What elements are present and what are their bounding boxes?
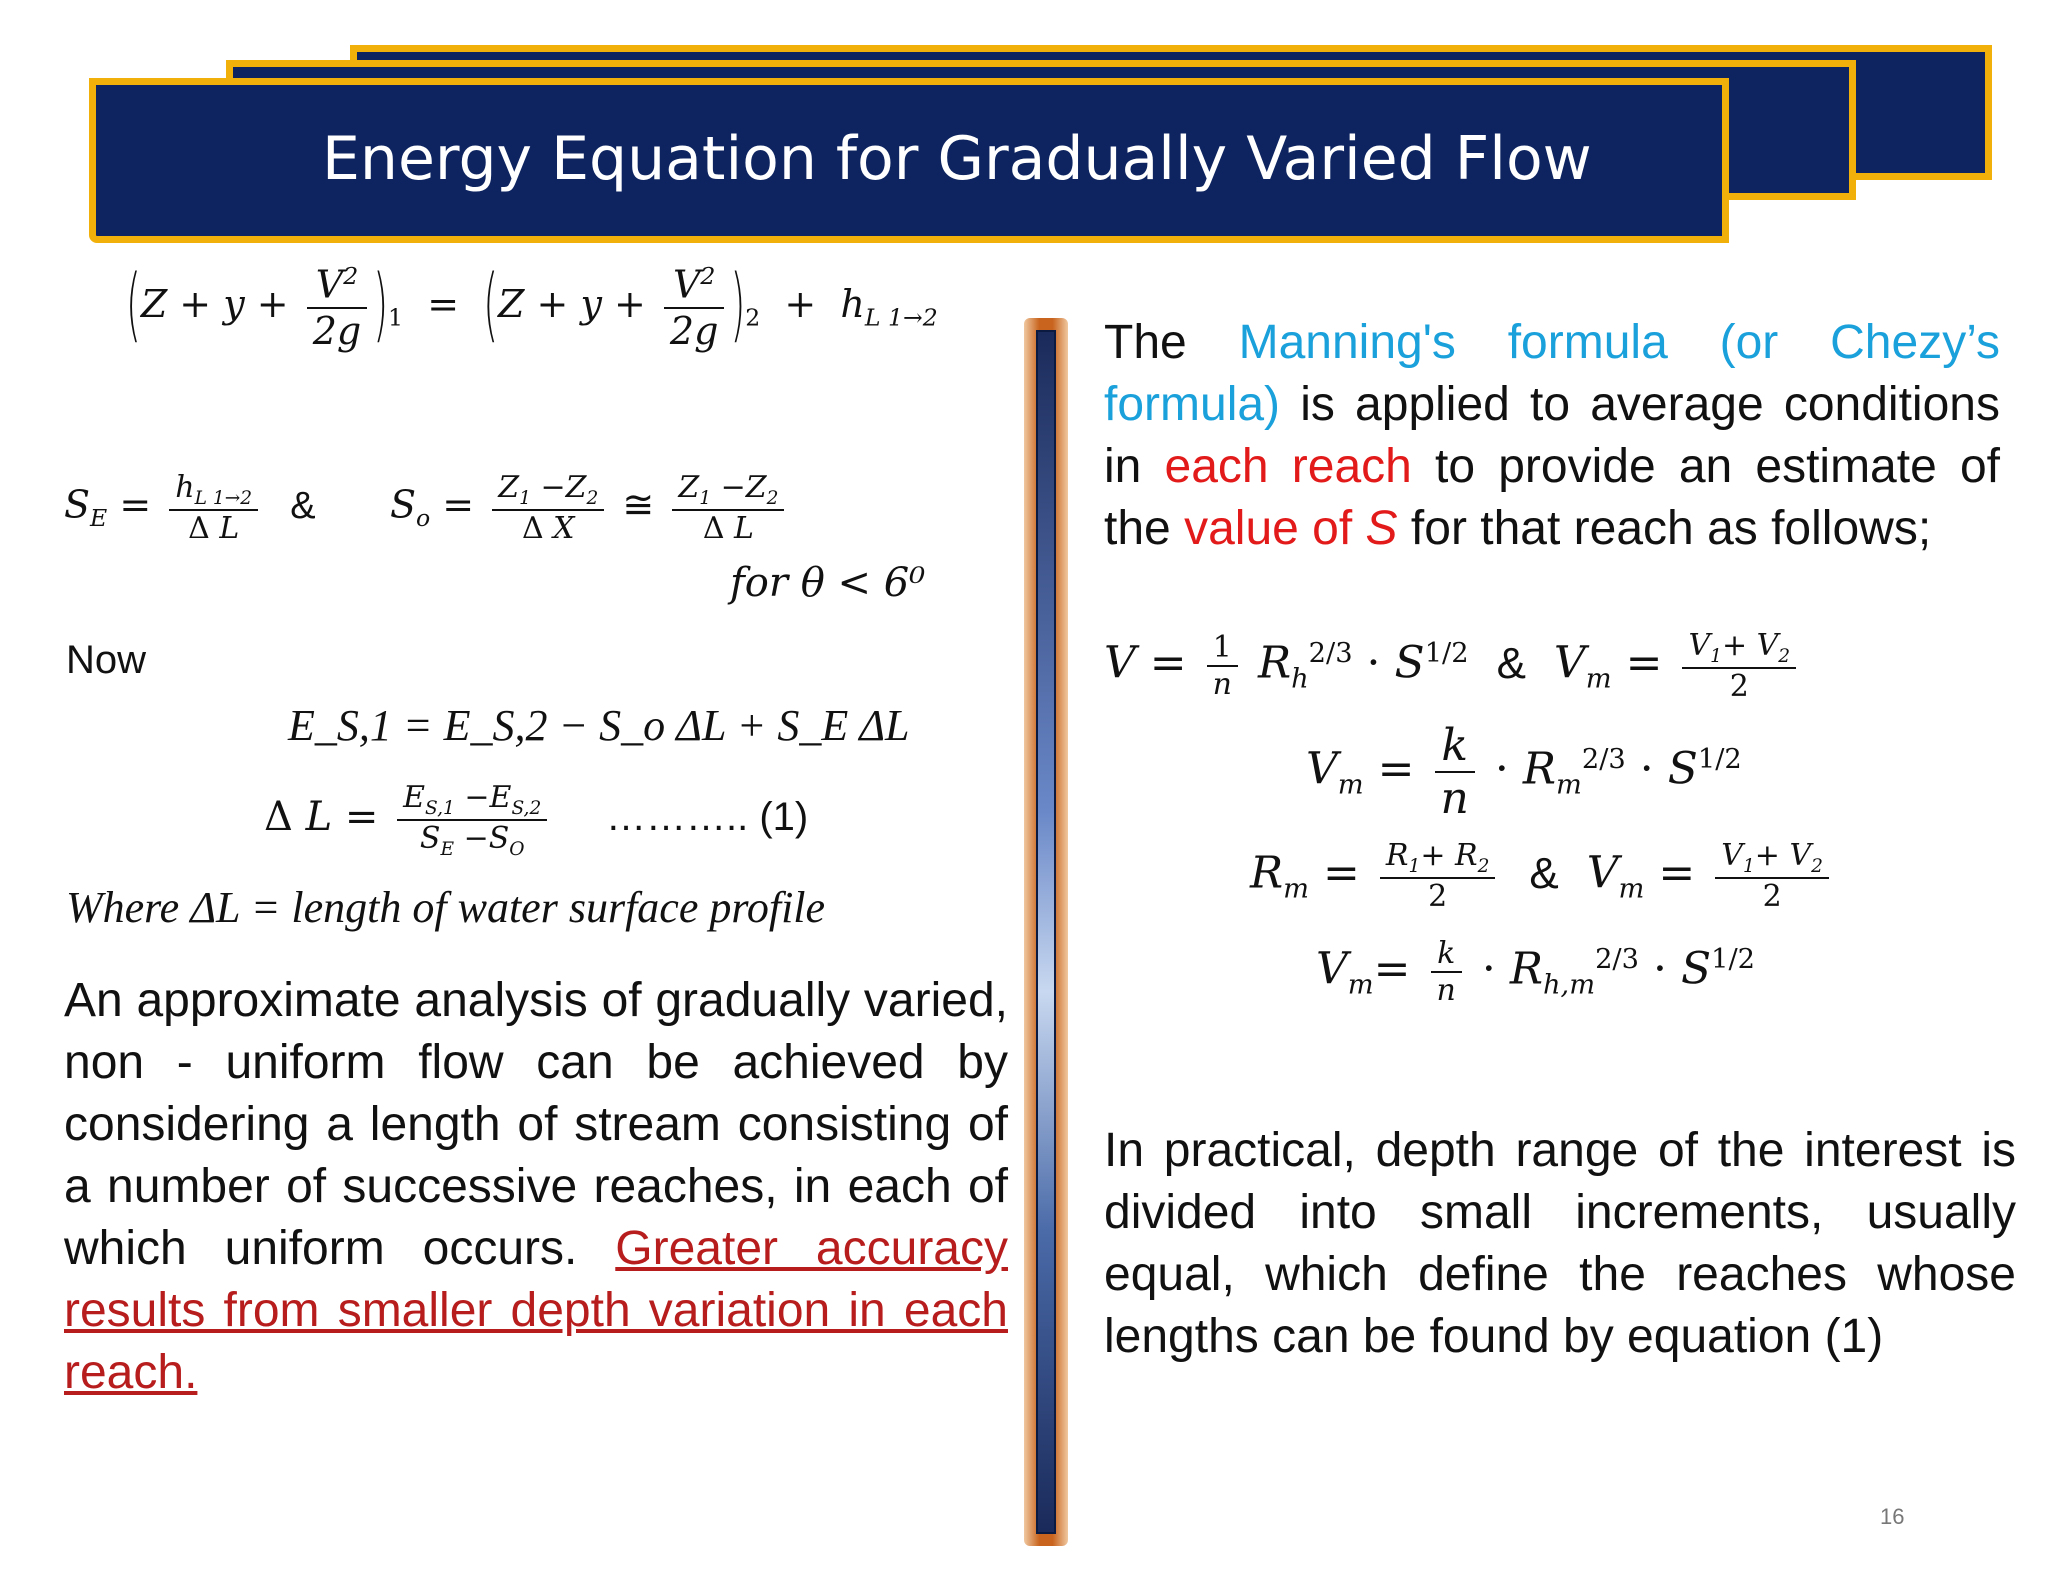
text-segment: is applied to average conditions in — [1104, 378, 2000, 493]
accuracy-highlight: Greater accuracy results from smaller depth variation in each reach. — [64, 1222, 1009, 1399]
where-definition: Where ΔL = length of water surface profile — [66, 883, 826, 932]
right-paragraph — [1104, 312, 2000, 560]
left-paragraph-text: An approximate analysis of gradually varied, non - uniform flow can be achieved by considering a length of stream consisting of a number of successive reaches, in each of which uniform occurs. — [64, 974, 1008, 1275]
manning-formula-highlight: Manning's formula (or Chezy’s formula) — [1104, 316, 2000, 431]
value-of-highlight: value of — [1184, 502, 1353, 555]
text-segment: The — [1104, 316, 1187, 369]
delta-l-equation: Δ L = $\frac{E_{S,1} -E_{S,2}}{S_E -S_O}$ ……….. (1) — [264, 780, 809, 860]
mean-velocity-equation: $V_m$ = $\frac{k}{n}$ · $R_m^{2/3} \cdot S^{1/2}$ — [1306, 720, 1742, 824]
page-number: 16 — [1880, 1504, 1905, 1529]
text-segment: to provide an estimate of the — [1104, 440, 2000, 555]
each-reach-highlight: each reach — [1164, 440, 1412, 493]
manning-velocity-equation: V = $\frac{1}{n}$ $R_h^{2/3} \cdot S^{1/2}$ & $V_m$ = $\frac{V_1+ V_2}{2}$ — [1104, 628, 1802, 704]
text-segment: for that reach as follows; — [1410, 502, 1932, 555]
energy-equation: (Z + y + $\frac{V^2}{2g}$ )$_1 = (Z + y$ + $\frac{V^2}{2g}$ )$_2 + h_{L 1\to 2}$ — [126, 257, 938, 353]
angle-condition: for θ < 6⁰ — [730, 560, 926, 606]
left-paragraph — [64, 970, 1008, 1404]
slope-equations: $S_E$ = $\frac{h_{L 1\to 2}}{\text{Δ L}}$ & $S_o$ = $\frac{Z_1 -Z_2}{\text{Δ X}}$ ≅ $\frac{Z_1 -Z_2}{\text{Δ L}}$ — [64, 470, 790, 546]
mean-radius-equation: $R_m$ = $\frac{R_1+ R_2}{2}$ & $V_m$ = $\frac{V_1+ V_2}{2}$ — [1250, 838, 1835, 914]
mean-velocity-hydraulic-equation: $V_m=$ $\frac{k}{n}$ · $R_{h,m}^{2/3} \cdot S^{1/2}$ — [1316, 936, 1755, 1008]
equation-number: ……….. (1) — [606, 795, 809, 839]
s-symbol-highlight: S — [1365, 502, 1398, 555]
specific-energy-equation: E_S,1 = E_S,2 − S_o ΔL + S_E ΔL — [288, 701, 910, 750]
slide-title: Energy Equation for Gradually Varied Flow — [322, 124, 1592, 194]
vertical-divider — [1036, 330, 1056, 1534]
now-label: Now — [66, 638, 147, 682]
practical-paragraph: In practical, depth range of the interest is divided into small increments, usually equal, which define the reaches whose lengths can be found by equation (1) — [1104, 1124, 2016, 1363]
